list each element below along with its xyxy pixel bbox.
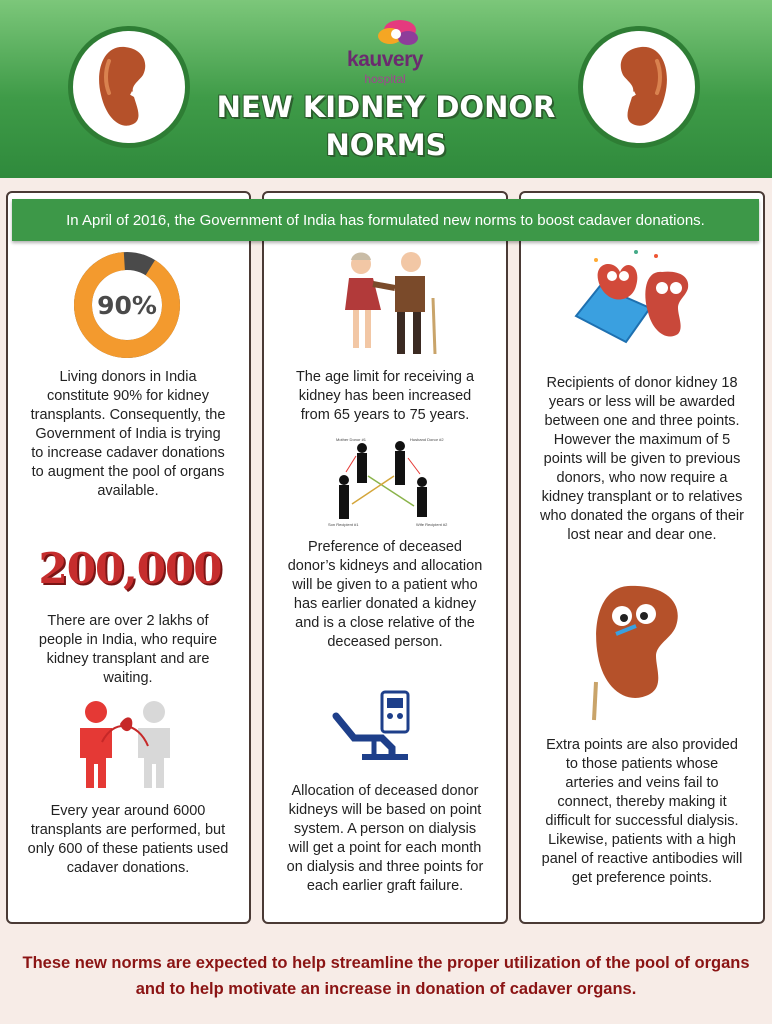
- recipients-text: Recipients of donor kidney 18 years or less will be awarded between one and three points. However the maximum of 5 points will be given to previous donors, who now require a kidney transplant or to relatives who donated the organs of their lost near and dear one.: [540, 375, 744, 543]
- diagram-label: Wife Recipient #2: [416, 522, 448, 527]
- transplants-text: Every year around 6000 transplants are performed, but only 600 of these patients used cadaver donations.: [27, 803, 229, 876]
- logo-subtitle: hospital: [364, 72, 406, 86]
- logo-name: kauvery: [347, 48, 423, 71]
- donut-label: 90%: [97, 291, 157, 320]
- kidney-icon: [73, 31, 185, 143]
- donor-recipient-diagram: [326, 436, 446, 530]
- kidney-characters-icon: [566, 252, 726, 362]
- elderly-couple-icon: [325, 248, 445, 358]
- left-kidney-badge: [68, 26, 190, 148]
- allocation-text: Allocation of deceased donor kidneys will be based on point system. A person on dialysis will get a point for each month on dialysis and three points for each earlier graft failure.: [286, 783, 484, 894]
- kauvery-logo: [330, 14, 440, 84]
- sick-kidney-icon: [580, 574, 700, 724]
- transplant-figures-icon: [68, 698, 188, 794]
- kidney-icon: [583, 31, 695, 143]
- diagram-label: Husband Donor #2: [410, 437, 444, 442]
- age-limit-text: The age limit for receiving a kidney has been increased from 65 years to 75 years.: [295, 369, 475, 423]
- footer-statement: These new norms are expected to help streamline the proper utilization of the pool of organs and to help motivate an increase in donation of cadaver organs.: [22, 954, 750, 998]
- page-title: [190, 88, 582, 164]
- extra-points-text: Extra points are also provided to those patients whose arteries and veins fail to connect, thereby making it difficult for successful dialysis. Likewise, patients with a high panel of reactive antibodies will get preference points.: [541, 737, 743, 886]
- intro-banner: In April of 2016, the Government of India has formulated new norms to boost cadaver donations.: [12, 199, 759, 241]
- diagram-label: Mother Donor #1: [336, 437, 367, 442]
- waiting-text: There are over 2 lakhs of people in India, who require kidney transplant and are waiting.: [38, 613, 218, 686]
- header-band: [0, 0, 772, 178]
- donut-chart: [72, 250, 182, 360]
- right-kidney-badge: [578, 26, 700, 148]
- waiting-count: 200,000: [38, 544, 222, 593]
- preference-text: Preference of deceased donor’s kidneys and allocation will be given to a patient who has earlier donated a kidney and is a close relative of the deceased person.: [287, 539, 483, 650]
- title-line-2: NORMS: [325, 128, 447, 162]
- dialysis-chair-icon: [332, 690, 422, 766]
- diagram-label: Son Recipient #1: [328, 522, 359, 527]
- living-donors-text: Living donors in India constitute 90% for kidney transplants. Consequently, the Government of India is trying to increase cadaver donations to augment the pool of organs available.: [30, 369, 226, 499]
- title-line-1: NEW KIDNEY DONOR: [216, 90, 556, 124]
